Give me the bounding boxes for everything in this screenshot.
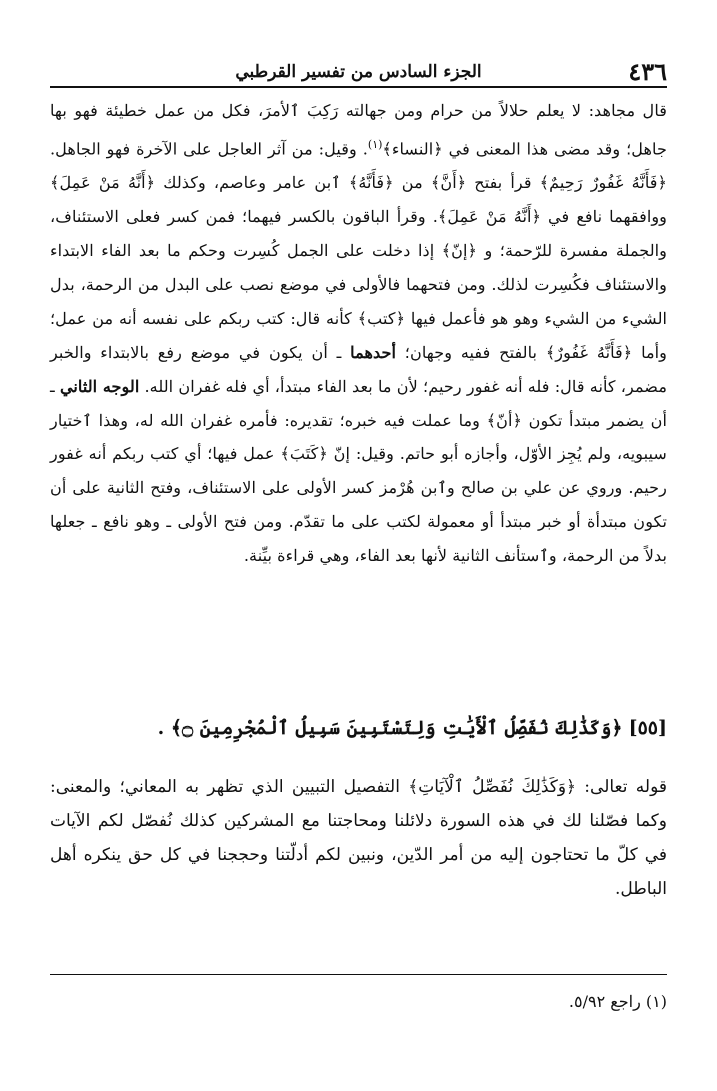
bold-heading-second: الوجه الثاني (59, 376, 140, 396)
verse-commentary-paragraph: قوله تعالى: ﴿وَكَذَٰلِكَ نُفَصِّلُ ٱلْآيَاتِ﴾ التفصيل التبيين الذي تظهر به المعاني؛ والمعنى: وكما فصّلنا لك في هذه السورة دلائلنا ومحاجتنا مع المشركين كذلك نُفصّل لكم الآيات في كلّ ما تحتاجون إليه من أمر الدّين، ونبين لكم أدلّتنا وحججنا في كل حق ينكره أهل الباطل. (50, 777, 667, 899)
page-number: ٤٣٦ (628, 57, 667, 86)
page-header (50, 54, 667, 88)
verse-text: ﴿وَكَذَٰلِكَ نُفَصِّلُ ٱلْأَيَٰتِ وَلِتَسْتَبِينَ سَبِيلُ ٱلْمُجْرِمِينَ ۝﴾ . (157, 717, 623, 739)
footnote-marker: (١) (367, 137, 383, 151)
footnote: (١) راجع ٥/٩٢. (568, 992, 667, 1011)
text-segment: ـ أن يكون في موضع رفع بالابتداء والخبر مضمر، كأنه قال: فله أنه غفور رحيم؛ لأن ما بعد الفاء مبتدأ، أي فله غفران الله. (50, 342, 668, 396)
footnote-divider (50, 974, 667, 975)
text-segment: . وقيل: من آثر العاجل على الآخرة فهو الجاهل. ﴿فَأَنَّهُ غَفُورٌ رَحِيمٌ﴾ قرأ بفتح ﴿أَنَّ﴾ من ﴿فَأَنَّهُ﴾ ٱبن عامر وعاصم، وكذلك ﴿أَنَّهُ مَنْ عَمِلَ﴾ ووافقهما نافع في ﴿أَنَّهُ مَنْ عَمِلَ﴾. وقرأ الباقون بالكسر فيهما؛ فمن كسر فعلى الاستئناف، والجملة مفسرة للرّحمة؛ و ﴿إنّ﴾ إذا دخلت على الجمل كُسِرت وحكم ما بعد الفاء الابتداء والاستئناف فكُسِرت لذلك. ومن فتحهما فالأولى في موضع نصب على البدل من الرحمة، بدل الشيء من الشيء وهو هو فأعمل فيها ﴿كتب﴾ كأنه قال: كتب ربكم على نفسه أنه من عمل؛ وأما ﴿فَأَنَّهُ غَفُورٌ﴾ بالفتح ففيه وجهان؛ (50, 139, 667, 362)
text-segment: قال مجاهد: لا يعلم حلالاً من حرام ومن جهالته رَكِبَ ٱلأمرَ، فكل من عمل خطيئة فهو بها جاهل؛ وقد مضى هذا المعنى في ﴿النساء﴾ (50, 101, 667, 159)
text-segment: ـ أن يضمر مبتدأ تكون ﴿أنّ﴾ وما عملت فيه خبره؛ تقديره: فأمره غفران الله له، وهذا ٱختيار سيبويه، ولم يُجِز الأوّل، وأجازه أبو حاتم. وقيل: إنّ ﴿كَتَبَ﴾ عمل فيها؛ أي كتب ربكم أنه غفور رحيم. وروي عن علي بن صالح وٱبن هُرْمز كسر الأولى على الاستئناف، وفتح الثانية على أن تكون مبتدأة أو خبر مبتدأ أو معمولة لكتب على ما تقدّم. ومن فتح الأولى ـ وهو نافع ـ جعلها بدلاً من الرحمة، وٱستأنف الثانية لأنها بعد الفاء، وهي قراءة بيِّنة. (50, 376, 667, 566)
commentary-paragraph (50, 94, 667, 573)
bold-heading-first: أحدهما (350, 342, 396, 362)
quran-verse-heading (50, 710, 667, 746)
verse-number: [٥٥] (628, 717, 667, 739)
running-title: الجزء السادس من تفسير القرطبي (235, 62, 482, 82)
